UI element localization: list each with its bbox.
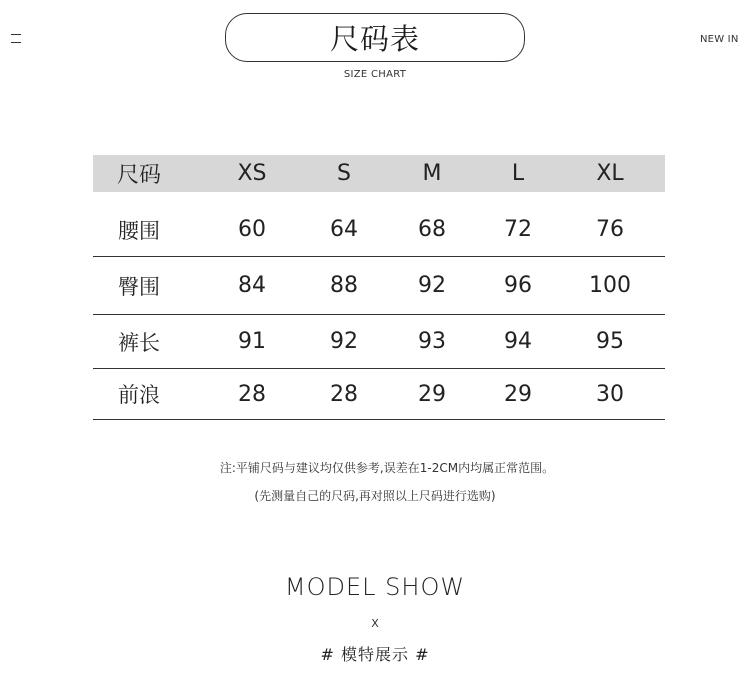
row-label: 腰围	[118, 218, 160, 243]
table-row	[93, 203, 665, 257]
column-header: XL	[596, 161, 624, 186]
table-cell: 64	[330, 217, 358, 242]
column-header: 尺码	[116, 163, 161, 188]
column-header: S	[337, 161, 351, 186]
size-note: 注:平铺尺码与建议均仅供参考,误差在1-2CM内均属正常范围。	[219, 461, 555, 475]
new-in-link[interactable]: NEW IN	[700, 34, 739, 45]
model-show-subtitle: # 模特展示 #	[320, 645, 430, 664]
table-cell: 30	[596, 381, 624, 407]
table-cell: 76	[596, 217, 624, 242]
table-cell: 29	[504, 381, 532, 407]
table-cell: 92	[330, 329, 358, 354]
table-cell: 28	[330, 381, 358, 407]
table-cell: 100	[589, 273, 631, 298]
table-cell: 88	[330, 273, 358, 298]
table-row	[93, 315, 665, 369]
table-cell: 92	[418, 273, 446, 298]
model-show-x: X	[371, 617, 379, 630]
menu-icon-line	[11, 34, 21, 35]
table-row	[93, 369, 665, 420]
row-label: 臀围	[118, 274, 160, 299]
table-row	[93, 257, 665, 315]
row-label: 裤长	[118, 330, 160, 355]
row-label: 前浪	[118, 383, 160, 407]
table-cell: 96	[504, 273, 532, 298]
size-table	[93, 155, 665, 420]
table-cell: 68	[418, 217, 446, 242]
menu-icon[interactable]	[11, 34, 21, 43]
table-cell: 93	[418, 329, 446, 354]
table-cell: 94	[504, 329, 532, 354]
column-header: XS	[237, 161, 267, 186]
table-header-row	[93, 155, 665, 192]
model-show-title: MODEL SHOW	[284, 573, 466, 601]
column-header: L	[511, 161, 525, 186]
column-header: M	[422, 161, 442, 186]
size-chart-title: 尺码表	[225, 13, 525, 62]
table-cell: 91	[238, 329, 266, 354]
table-cell: 95	[596, 329, 624, 354]
table-cell: 29	[418, 381, 446, 407]
table-cell: 60	[238, 217, 266, 242]
table-cell: 84	[238, 273, 266, 298]
table-cell: 72	[504, 217, 532, 242]
menu-icon-line	[11, 42, 21, 43]
table-cell: 28	[238, 381, 266, 407]
measure-note: (先测量自己的尺码,再对照以上尺码进行选购)	[254, 489, 496, 503]
table-spacer	[93, 192, 665, 203]
size-chart-subtitle: SIZE CHART	[343, 69, 407, 80]
